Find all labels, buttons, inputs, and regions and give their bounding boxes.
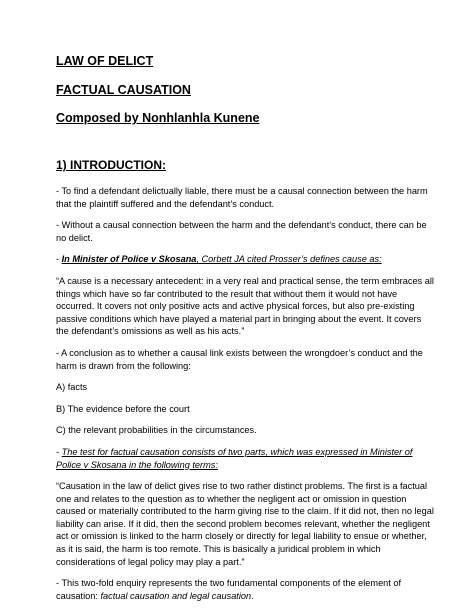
author-line: Composed by Nonhlanhla Kunene [56, 111, 260, 125]
document-title: LAW OF DELICT [56, 54, 154, 68]
paragraph-causal-connection: - To find a defendant delictually liable, there must be a causal connection between the harm that the plaintiff suffered and the defendant’s conduct. [56, 186, 428, 209]
paragraph-two-fold-enquiry [56, 577, 434, 602]
list-item-probabilities: C) the relevant probabilities in the circumstances. [56, 425, 257, 436]
paragraph-causal-link-conclusion: - A conclusion as to whether a causal link exists between the wrongdoer’s conduct and the harm is drawn from the following: [56, 347, 423, 371]
document-subtitle: FACTUAL CAUSATION [56, 83, 191, 97]
quote-causation-problems: “Causation in the law of delict gives rise to two rather distinct problems. The first is a factual one and relates to the question as to whether the negligent act or omission in question caused or materially contributed to the harm giving rise to the claim. If it did not, then no legal liability can arise. If it did, then the second problem becomes relevant, whether the negligent act or omission is linked to the harm closely or directly for legal liability to ensue or whether, as it is said, the harm is too remote. This is basically a juridical problem in which considerations of legal policy may play a part.” [56, 481, 434, 567]
paragraph-skosana-citation [56, 253, 434, 266]
list-item-evidence: B) The evidence before the court [56, 403, 190, 414]
case-name: In Minister of Police v Skosana [61, 254, 197, 265]
section-heading-introduction: 1) INTRODUCTION: [56, 158, 166, 172]
citation-text: , Corbett JA cited Prosser’s defines cause as: [196, 254, 382, 265]
bullet-dash: - [56, 254, 62, 265]
causation-components: factual causation and legal causation [100, 590, 252, 601]
paragraph-no-delict: - Without a causal connection between the harm and the defendant’s conduct, there can be no delict. [56, 220, 427, 243]
sentence-end: . [251, 590, 254, 601]
enquiry-text: - This two-fold enquiry represents the two fundamental components of the element of causation: [56, 578, 402, 601]
test-description: The test for factual causation consists of two parts, which was expressed in Minister of Police v Skosana in the following terms: [56, 446, 413, 470]
bullet-dash: - [56, 446, 62, 457]
quote-cause-definition: “A cause is a necessary antecedent: in a very real and practical sense, the term embraces all things which have so far contributed to the result that without them it would not have occurred. It covers not only positive acts and active physical forces, but also pre-existing passive conditions which have played a material part in bringing about the event. It covers the defendant’s omissions as well as his acts.” [56, 275, 434, 337]
paragraph-two-part-test [56, 446, 434, 471]
list-item-facts: A) facts [56, 382, 88, 393]
